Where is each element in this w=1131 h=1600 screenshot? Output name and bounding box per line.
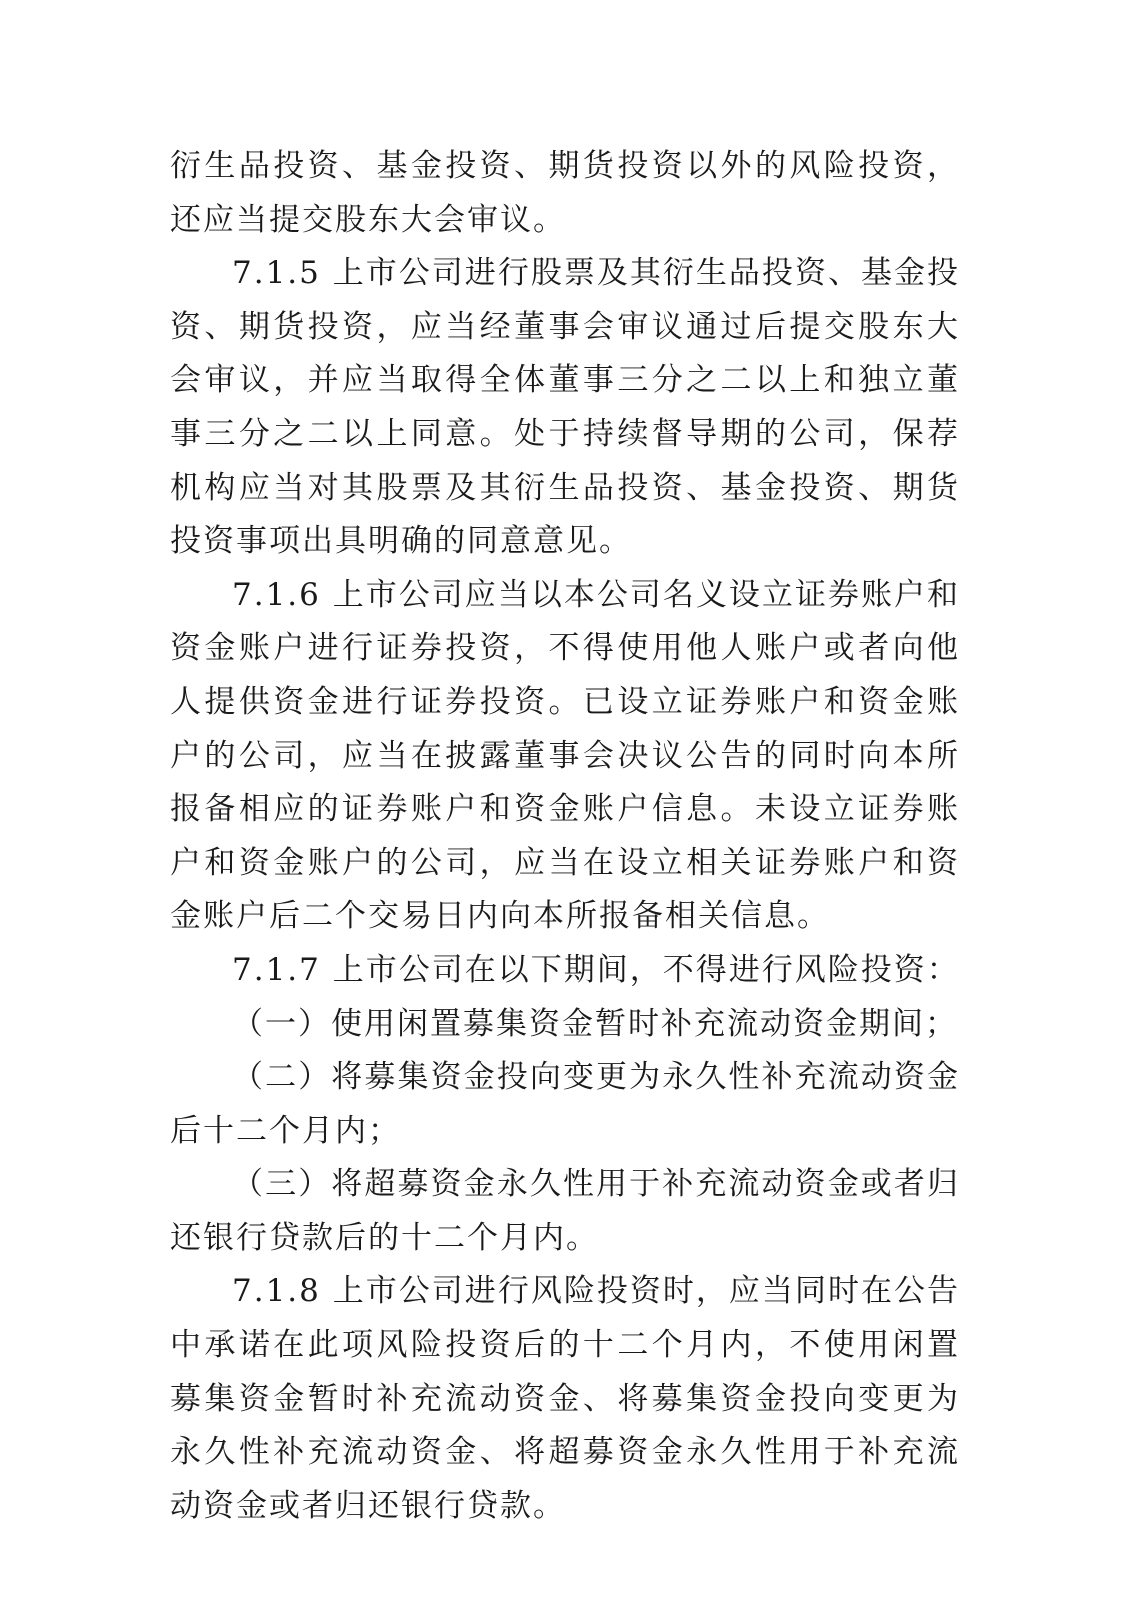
clause-7-1-5: 7.1.5 上市公司进行股票及其衍生品投资、基金投资、期货投资，应当经董事会审议通过后提交股东大会审议，并应当取得全体董事三分之二以上和独立董事三分之二以上同意。处于持续督导期的公司，保荐机构应当对其股票及其衍生品投资、基金投资、期货投资事项出具明确的同意意见。 <box>170 255 960 560</box>
document-body <box>170 140 960 1533</box>
clause-7-1-7-item-3: （三）将超募资金永久性用于补充流动资金或者归还银行贷款后的十二个月内。 <box>170 1166 960 1256</box>
clause-7-1-6: 7.1.6 上市公司应当以本公司名义设立证券账户和资金账户进行证券投资，不得使用他人账户或者向他人提供资金进行证券投资。已设立证券账户和资金账户的公司，应当在披露董事会决议公告的同时向本所报备相应的证券账户和资金账户信息。未设立证券账户和资金账户的公司，应当在设立相关证券账户和资金账户后二个交易日内向本所报备相关信息。 <box>170 576 960 935</box>
clause-7-1-7-item-2: （二）将募集资金投向变更为永久性补充流动资金后十二个月内； <box>170 1059 960 1149</box>
clause-7-1-7-item-1: （一）使用闲置募集资金暂时补充流动资金期间； <box>232 1005 958 1042</box>
paragraph-continuation: 衍生品投资、基金投资、期货投资以外的风险投资，还应当提交股东大会审议。 <box>170 148 960 238</box>
clause-7-1-7: 7.1.7 上市公司在以下期间，不得进行风险投资： <box>232 951 960 988</box>
clause-7-1-8: 7.1.8 上市公司进行风险投资时，应当同时在公告中承诺在此项风险投资后的十二个月内，不使用闲置募集资金暂时补充流动资金、将募集资金投向变更为永久性补充流动资金、将超募资金永久性用于补充流动资金或者归还银行贷款。 <box>170 1273 960 1524</box>
